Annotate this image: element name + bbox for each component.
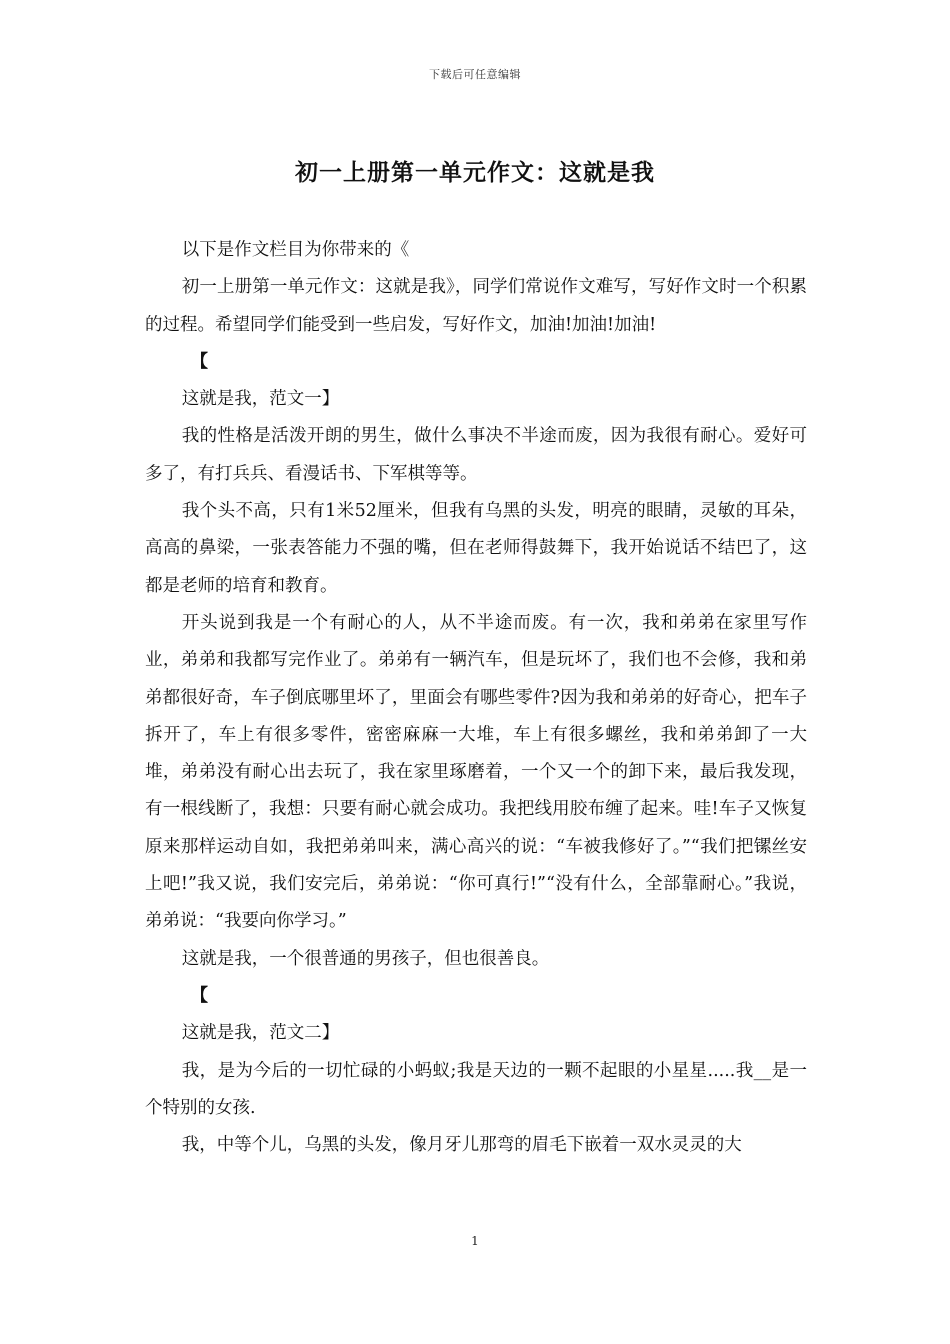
- paragraph-intro-continued: 初一上册第一单元作文：这就是我》，同学们常说作文难写，写好作文时一个积累的过程。希望同学们能受到一些启发，写好作文，加油!加油!加油!: [145, 277, 807, 335]
- section-bracket-2: 【: [190, 985, 208, 1006]
- section-heading-1: 这就是我，范文一】: [181, 389, 340, 410]
- page-title: 初一上册第一单元作文：这就是我: [295, 159, 655, 186]
- paragraph-personality: 我的性格是活泼开朗的男生，做什么事决不半途而废，因为我很有耐心。爱好可多了，有打兵兵、看漫话书、下军棋等等。: [145, 426, 807, 484]
- paragraph-conclusion: 这就是我，一个很普通的男孩子，但也很善良。: [181, 948, 550, 969]
- paragraph-appearance: 我个头不高，只有1米52厘米，但我有乌黑的头发，明亮的眼睛，灵敏的耳朵，高高的鼻梁，一张表答能力不强的嘴，但在老师得鼓舞下，我开始说话不结巴了，这都是老师的培育和教育。: [145, 501, 807, 596]
- paragraph-story: 开头说到我是一个有耐心的人，从不半途而废。有一次，我和弟弟在家里写作业，弟弟和我都写完作业了。弟弟有一辆汽车，但是玩坏了，我们也不会修，我和弟弟都很好奇，车子倒底哪里坏了，里面会有哪些零件?因为我和弟弟的好奇心，把车子拆开了，车上有很多零件，密密麻麻一大堆，车上有很多螺丝，我和弟弟卸了一大堆，弟弟没有耐心出去玩了，我在家里琢磨着，一个又一个的卸下来，最后我发现，有一根线断了，我想：只要有耐心就会成功。我把线用胶布缠了起来。哇!车子又恢复原来那样运动自如，我把弟弟叫来，满心高兴的说：“车被我修好了。”“我们把镙丝安上吧!”我又说，我们安完后，弟弟说：“你可真行!”“没有什么，全部靠耐心。”我说，弟弟说：“我要向你学习。”: [145, 612, 807, 932]
- section-bracket-1: 【: [190, 351, 208, 372]
- paragraph-description: 我，中等个儿，乌黑的头发，像月牙儿那弯的眉毛下嵌着一双水灵灵的大: [181, 1135, 742, 1156]
- document-body: [145, 232, 807, 1164]
- paragraph-ant-star: 我，是为今后的一切忙碌的小蚂蚁;我是天边的一颗不起眼的小星星.....我__是一个特别的女孩.: [145, 1060, 807, 1118]
- page-number: 1: [471, 1234, 479, 1248]
- paragraph-intro: 以下是作文栏目为你带来的《: [181, 240, 410, 260]
- header-note: 下载后可任意编辑: [429, 68, 521, 81]
- section-heading-2: 这就是我，范文二】: [181, 1023, 340, 1044]
